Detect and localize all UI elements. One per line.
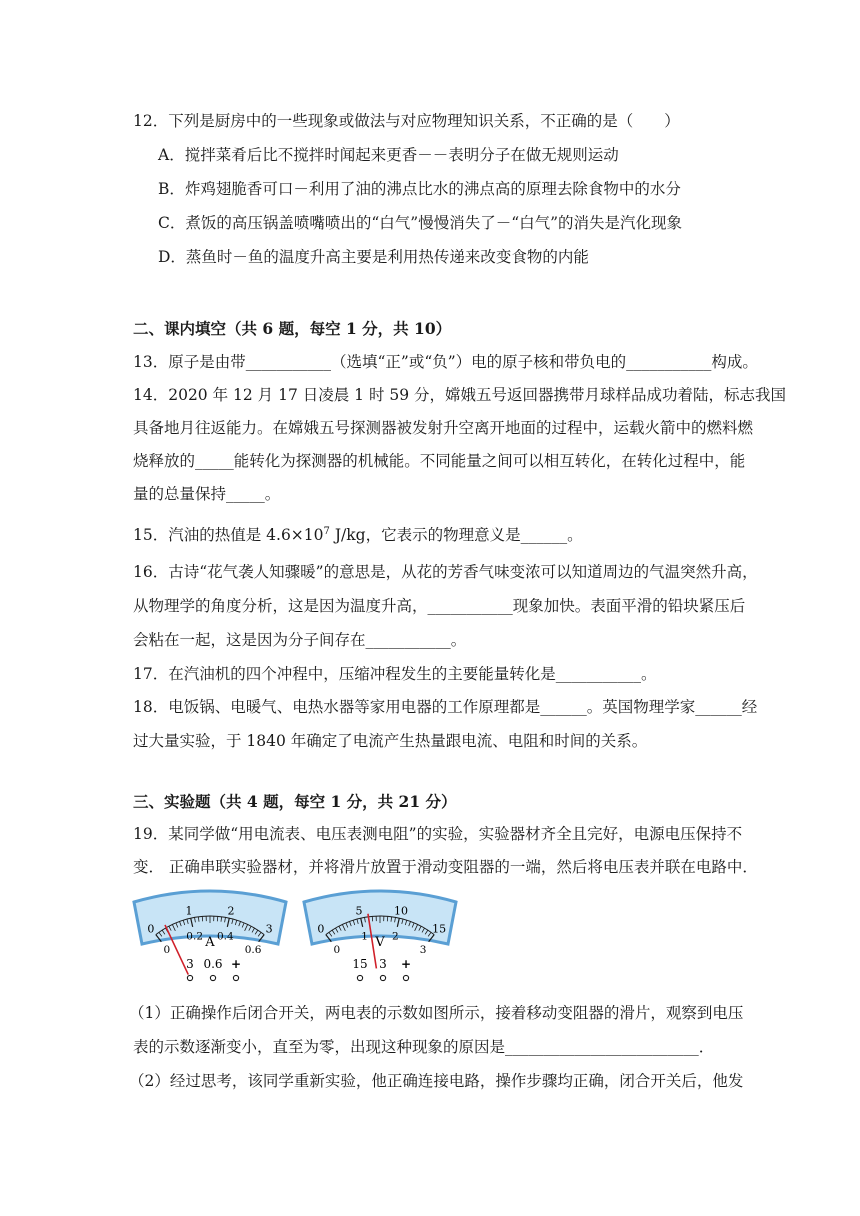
voltmeter-terminal-label: 15 (352, 957, 368, 971)
q14-line2: 具备地月往返能力。在嫦娥五号探测器被发射升空离开地面的过程中，运载火箭中的燃料燃 (133, 419, 754, 437)
q16-line3: 会粘在一起，这是因为分子间存在___________。 (133, 631, 467, 649)
q19-part1-line1: （1）正确操作后闭合开关，两电表的示数如图所示，接着移动变阻器的滑片，观察到电压 (129, 1004, 744, 1022)
voltmeter-outer-label: 15 (432, 922, 447, 936)
ammeter-terminal-post (187, 975, 192, 980)
ammeter-terminal-label: 0.6 (203, 957, 223, 971)
ammeter-outer-label: 3 (265, 922, 273, 936)
ammeter-outer-label: 0 (147, 922, 155, 936)
voltmeter-outer-label: 10 (394, 904, 409, 918)
q19-part1-line2: 表的示数逐渐变小，直至为零，出现这种现象的原因是_________________________． (133, 1038, 715, 1056)
voltmeter-outer-label: 5 (355, 904, 363, 918)
ammeter-terminal-post (233, 975, 238, 980)
q12-option-c: C．煮饭的高压锅盖喷嘴喷出的“白气”慢慢消失了－“白气”的消失是汽化现象 (158, 214, 683, 232)
q17-text: 17．在汽油机的四个冲程中，压缩冲程发生的主要能量转化是___________。 (133, 665, 657, 683)
q13-text: 13．原子是由带___________（选填“正”或“负”）电的原子核和带负电的___________构成。 (133, 353, 758, 371)
ammeter-terminal-label: + (230, 957, 242, 971)
ammeter-terminal-post (210, 975, 215, 980)
q16-line1: 16．古诗“花气袭人知骤暖”的意思是，从花的芳香气味变浓可以知道周边的气温突然升高， (133, 563, 758, 581)
voltmeter-terminal-post (380, 975, 385, 980)
q14-line3: 烧释放的_____能转化为探测器的机械能。不同能量之间可以相互转化，在转化过程中，能 (133, 452, 746, 470)
q19-line1: 19．某同学做“用电流表、电压表测电阻”的实验，实验器材齐全且完好，电源电压保持不 (133, 825, 743, 843)
voltmeter-terminal-label: 3 (379, 957, 387, 971)
q19-part2-line1: （2）经过思考，该同学重新实验，他正确连接电路，操作步骤均正确，闭合开关后，他发 (129, 1072, 744, 1090)
q15-suffix: J/kg，它表示的物理意义是______。 (329, 526, 583, 545)
voltmeter-unit-label: V (375, 935, 385, 950)
voltmeter-inner-label: 0 (333, 943, 341, 956)
section3-heading: 三、实验题（共 4 题，每空 1 分，共 21 分） (133, 792, 457, 811)
ammeter-terminal-label: 3 (186, 957, 194, 971)
q18-line2: 过大量实验，于 1840 年确定了电流产生热量跟电流、电阻和时间的关系。 (133, 732, 648, 750)
q15-exponent: 7 (323, 526, 330, 537)
ammeter-inner-label: 0.2 (186, 930, 204, 943)
q12-stem: 12．下列是厨房中的一些现象或做法与对应物理知识关系，不正确的是（ ） (133, 112, 680, 130)
voltmeter-inner-label: 2 (392, 930, 399, 943)
ammeter-inner-label: 0.4 (216, 930, 234, 943)
q16-line2: 从物理学的角度分析，这是因为温度升高，___________现象加快。表面平滑的铅块紧压后 (133, 597, 746, 615)
voltmeter-terminal-label: + (400, 957, 412, 971)
q12-option-d: D．蒸鱼时－鱼的温度升高主要是利用热传递来改变食物的内能 (158, 248, 589, 266)
q18-line1: 18．电饭锅、电暖气、电热水器等家用电器的工作原理都是______。英国物理学家______经 (133, 698, 758, 716)
voltmeter (304, 891, 456, 981)
q14-line4: 量的总量保持_____。 (133, 485, 281, 503)
meters-figure (128, 886, 468, 986)
q15-text (133, 522, 583, 545)
ammeter-inner-label: 0.6 (244, 943, 262, 956)
ammeter-inner-label: 0 (163, 943, 171, 956)
q15-prefix: 15．汽油的热值是 4.6×10 (133, 526, 324, 545)
voltmeter-terminal-post (357, 975, 362, 980)
section2-heading: 二、课内填空（共 6 题，每空 1 分，共 10） (133, 319, 452, 338)
q14-line1: 14．2020 年 12 月 17 日凌晨 1 时 59 分，嫦娥五号返回器携带月球样品成功着陆，标志我国 (133, 386, 787, 404)
voltmeter-terminal-post (403, 975, 408, 980)
ammeter (134, 891, 286, 981)
voltmeter-inner-label: 1 (361, 930, 368, 943)
q12-option-a: A．搅拌菜肴后比不搅拌时闻起来更香－－表明分子在做无规则运动 (158, 146, 619, 164)
q12-option-b: B．炸鸡翅脆香可口－利用了油的沸点比水的沸点高的原理去除食物中的水分 (158, 180, 681, 198)
meters-svg (128, 886, 468, 986)
ammeter-outer-label: 2 (227, 904, 235, 918)
ammeter-outer-label: 1 (185, 904, 193, 918)
ammeter-unit-label: A (205, 935, 215, 950)
voltmeter-outer-label: 0 (317, 922, 325, 936)
voltmeter-inner-label: 3 (419, 943, 427, 956)
q19-line2: 变． 正确串联实验器材，并将滑片放置于滑动变阻器的一端，然后将电压表并联在电路中． (133, 858, 758, 876)
